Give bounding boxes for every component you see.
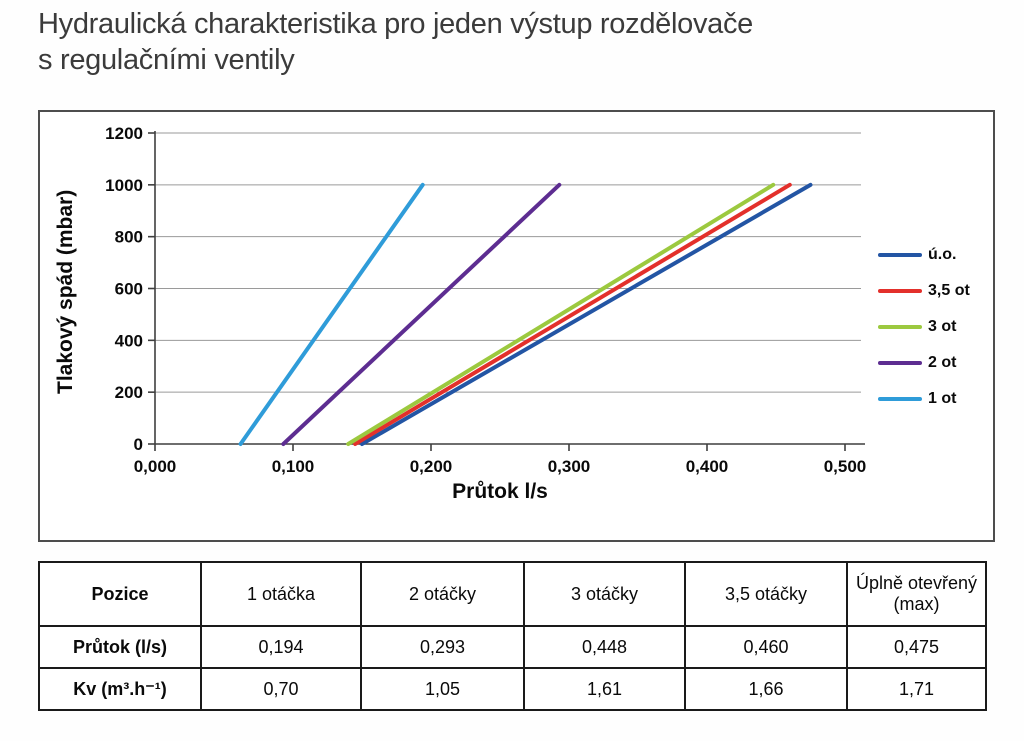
table-row-label: Průtok (l/s)	[39, 626, 201, 668]
table-header-row	[39, 562, 986, 626]
table-cell: 0,448	[524, 626, 685, 668]
table-header-cell: 2 otáčky	[361, 562, 524, 626]
table-cell: 0,475	[847, 626, 986, 668]
table-cell: 0,194	[201, 626, 361, 668]
table-cell: 0,293	[361, 626, 524, 668]
legend-item	[878, 316, 970, 337]
table-row	[39, 626, 986, 668]
page-title-line1: Hydraulická charakteristika pro jeden výstup rozdělovače	[38, 8, 753, 40]
y-tick-label: 200	[114, 383, 143, 403]
data-table	[38, 561, 987, 711]
table-header-cell: Úplně otevřený (max)	[847, 562, 986, 626]
y-tick-label: 600	[114, 279, 143, 299]
legend-item	[878, 280, 970, 301]
x-tick-label: 0,500	[823, 457, 867, 476]
page-title-line2: s regulačními ventily	[38, 44, 295, 76]
x-tick-label: 0,000	[133, 457, 177, 476]
legend-label: 3 ot	[928, 317, 957, 335]
x-axis-title: Průtok l/s	[452, 480, 548, 503]
table-body	[39, 626, 986, 710]
y-tick-label: 800	[114, 227, 143, 247]
table-cell: 0,70	[201, 668, 361, 710]
legend-line-swatch	[878, 397, 922, 401]
legend-line-swatch	[878, 289, 922, 293]
x-tick-label: 0,100	[271, 457, 315, 476]
table-header-cell: 3,5 otáčky	[685, 562, 847, 626]
table-header-cell: Pozice	[39, 562, 201, 626]
legend-label: ú.o.	[928, 245, 957, 263]
table-cell: 0,460	[685, 626, 847, 668]
legend-line-swatch	[878, 325, 922, 329]
legend-label: 2 ot	[928, 353, 957, 371]
legend-item	[878, 388, 970, 409]
chart-frame	[38, 110, 995, 542]
table-row-label: Kv (m³.h⁻¹)	[39, 668, 201, 710]
table-cell: 1,05	[361, 668, 524, 710]
table-row	[39, 668, 986, 710]
legend-line-swatch	[878, 361, 922, 365]
series-line-3-ot	[348, 185, 773, 444]
table-cell: 1,61	[524, 668, 685, 710]
y-axis-title: Tlakový spád (mbar)	[54, 189, 77, 395]
series-line--o-	[362, 185, 811, 444]
x-tick-label: 0,400	[685, 457, 729, 476]
y-tick-label: 1200	[105, 124, 143, 143]
chart-legend	[878, 244, 970, 409]
table-cell: 1,71	[847, 668, 986, 710]
table-row	[39, 562, 986, 626]
x-tick-label: 0,300	[547, 457, 591, 476]
x-tick-label: 0,200	[409, 457, 453, 476]
legend-item	[878, 352, 970, 373]
y-tick-label: 1000	[105, 175, 143, 195]
line-chart	[40, 112, 993, 540]
legend-line-swatch	[878, 253, 922, 257]
table-cell: 1,66	[685, 668, 847, 710]
legend-item	[878, 244, 970, 265]
legend-label: 1 ot	[928, 389, 957, 407]
table-header-cell: 3 otáčky	[524, 562, 685, 626]
y-tick-label: 0	[133, 435, 143, 454]
legend-label: 3,5 ot	[928, 281, 970, 299]
y-tick-label: 400	[114, 331, 143, 351]
page-title	[38, 6, 753, 78]
series-line-1-ot	[241, 185, 423, 444]
table-header-cell: 1 otáčka	[201, 562, 361, 626]
